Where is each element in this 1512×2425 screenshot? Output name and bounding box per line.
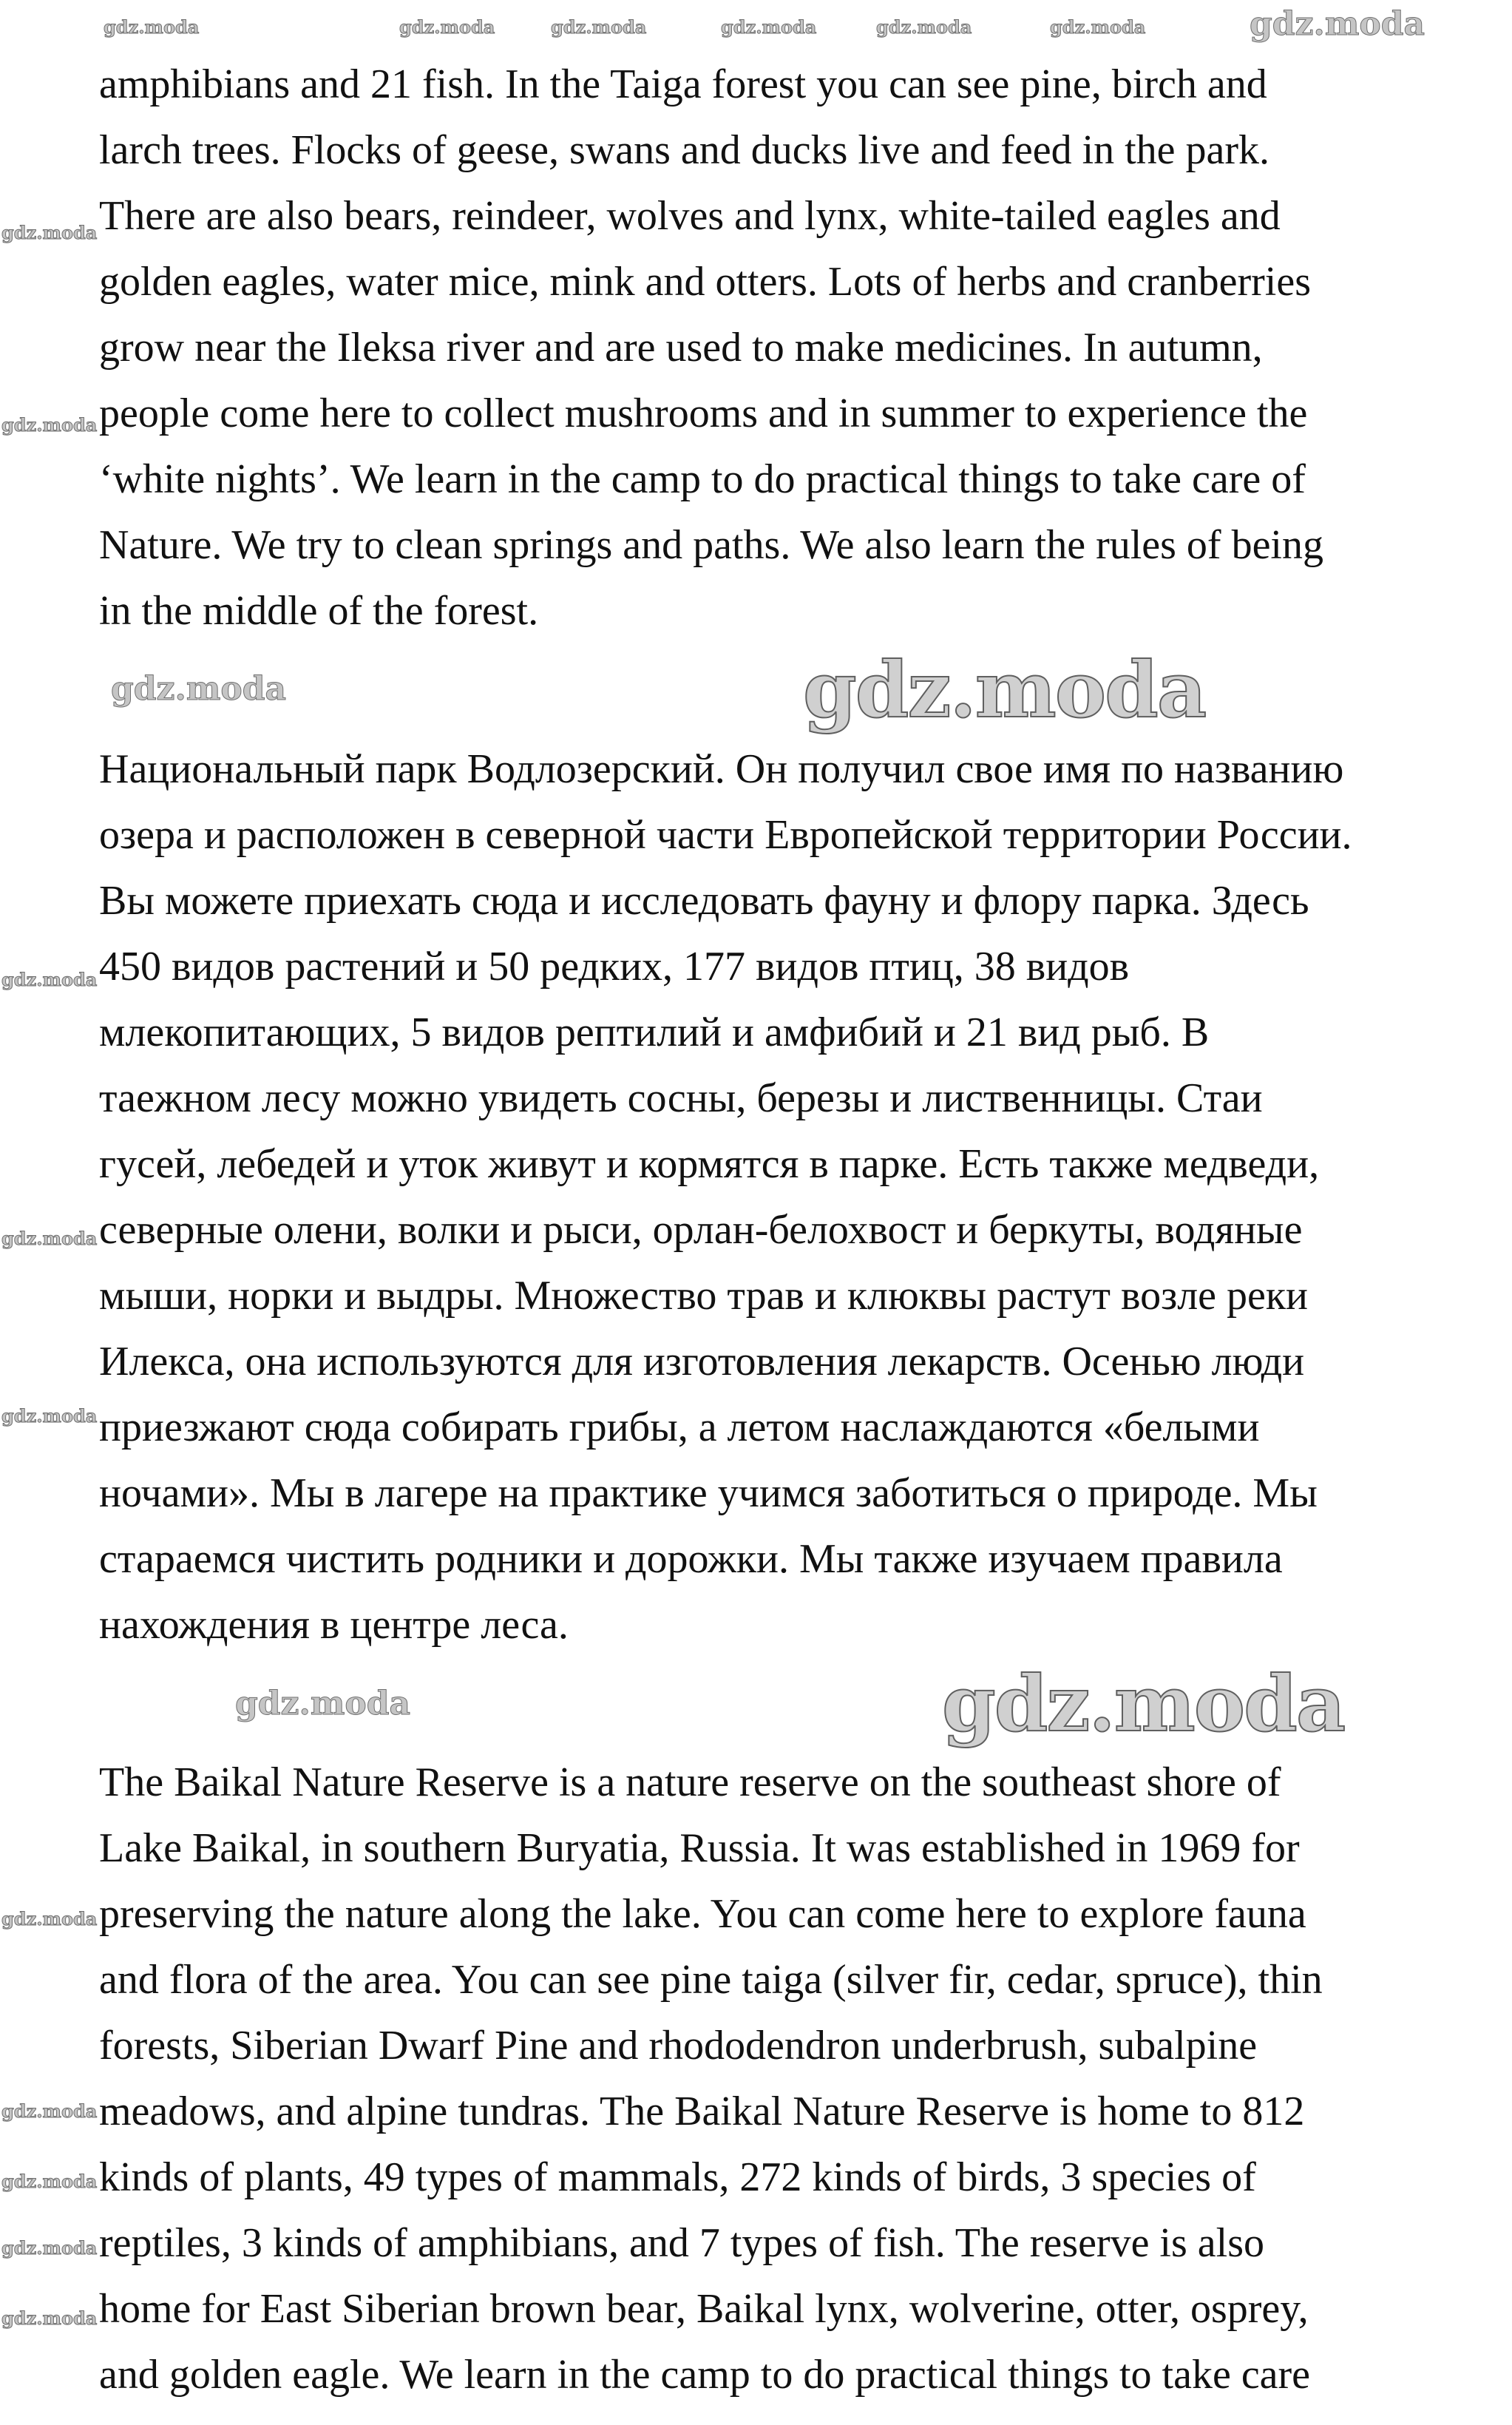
text-line: preserving the nature along the lake. You can come here to explore fauna [99,1891,1306,1937]
text-line: reptiles, 3 kinds of amphibians, and 7 types of fish. The reserve is also [99,2220,1264,2266]
text-line: Nature. We try to clean springs and paths. We also learn the rules of being [99,522,1323,568]
text-line: amphibians and 21 fish. In the Taiga forest you can see pine, birch and [99,61,1267,107]
text-line: home for East Siberian brown bear, Baikal lynx, wolverine, otter, osprey, [99,2286,1309,2332]
watermark: gdz.moda [235,1685,411,1722]
text-line: млекопитающих, 5 видов рептилий и амфибий и 21 вид рыб. В [99,1009,1210,1055]
text-line: Вы можете приехать сюда и исследовать фауну и флору парка. Здесь [99,878,1309,924]
text-line: people come here to collect mushrooms and in summer to experience the [99,390,1308,436]
text-line: ночами». Мы в лагере на практике учимся заботиться о природе. Мы [99,1470,1318,1516]
paragraph-baikal-english [99,1750,1323,2408]
text-line: ‘white nights’. We learn in the camp to do practical things to take care of [99,456,1306,502]
text-line: and golden eagle. We learn in the camp to do practical things to take care [99,2352,1311,2398]
text-line: приезжают сюда собирать грибы, а летом наслаждаются «белыми [99,1404,1260,1450]
text-line: and flora of the area. You can see pine taiga (silver fir, cedar, spruce), thin [99,1957,1323,2003]
text-line: 450 видов растений и 50 редких, 177 видов птиц, 38 видов [99,944,1130,990]
text-line: гусей, лебедей и уток живут и кормятся в парке. Есть также медведи, [99,1141,1320,1187]
watermark: gdz.moda [1250,5,1425,43]
text-line: Lake Baikal, in southern Buryatia, Russia. It was established in 1969 for [99,1825,1300,1871]
text-line: golden eagles, water mice, mink and otters. Lots of herbs and cranberries [99,259,1311,305]
text-line: северные олени, волки и рыси, орлан-белохвост и беркуты, водяные [99,1207,1303,1253]
watermark: gdz.moda [1,1405,98,1427]
text-line: The Baikal Nature Reserve is a nature reserve on the southeast shore of [99,1759,1281,1805]
text-line: forests, Siberian Dwarf Pine and rhododendron underbrush, subalpine [99,2023,1258,2069]
watermark: gdz.moda [1,2171,98,2192]
watermark: gdz.moda [721,16,817,38]
text-line: larch trees. Flocks of geese, swans and ducks live and feed in the park. [99,127,1270,173]
text-line: стараемся чистить родники и дорожки. Мы также изучаем правила [99,1536,1283,1582]
text-line: grow near the Ileksa river and are used to make medicines. In autumn, [99,325,1263,371]
text-line: meadows, and alpine tundras. The Baikal Nature Reserve is home to 812 [99,2089,1305,2134]
watermark: gdz.moda [104,16,200,38]
watermark: gdz.moda [1,1228,98,1249]
watermark: gdz.moda [551,16,647,38]
watermark: gdz.moda [1,2237,98,2259]
paragraph-vodlozersky-english [99,52,1323,644]
watermark: gdz.moda [1,2307,98,2329]
text-line: There are also bears, reindeer, wolves and lynx, white-tailed eagles and [99,193,1281,239]
watermark: gdz.moda [111,670,287,708]
text-line: Национальный парк Водлозерский. Он получил свое имя по названию [99,746,1344,792]
text-line: kinds of plants, 49 types of mammals, 272 kinds of birds, 3 species of [99,2154,1256,2200]
watermark: gdz.moda [399,16,495,38]
watermark: gdz.moda [1,414,98,436]
watermark: gdz.moda [1050,16,1146,38]
text-line: мыши, норки и выдры. Множество трав и клюквы растут возле реки [99,1273,1309,1319]
text-line: in the middle of the forest. [99,588,539,634]
watermark: gdz.moda [1,969,98,990]
watermark: gdz.moda [876,16,972,38]
watermark: gdz.moda [942,1658,1345,1749]
text-line: таежном лесу можно увидеть сосны, березы и лиственницы. Стаи [99,1075,1263,1121]
paragraph-vodlozersky-russian [99,737,1352,1658]
text-line: нахождения в центре леса. [99,1602,569,1648]
watermark: gdz.moda [1,222,98,243]
watermark: gdz.moda [1,2100,98,2122]
text-line: Илекса, она используются для изготовления лекарств. Осенью люди [99,1339,1305,1384]
text-line: озера и расположен в северной части Европейской территории России. [99,812,1352,858]
watermark: gdz.moda [803,644,1206,735]
watermark: gdz.moda [1,1908,98,1929]
